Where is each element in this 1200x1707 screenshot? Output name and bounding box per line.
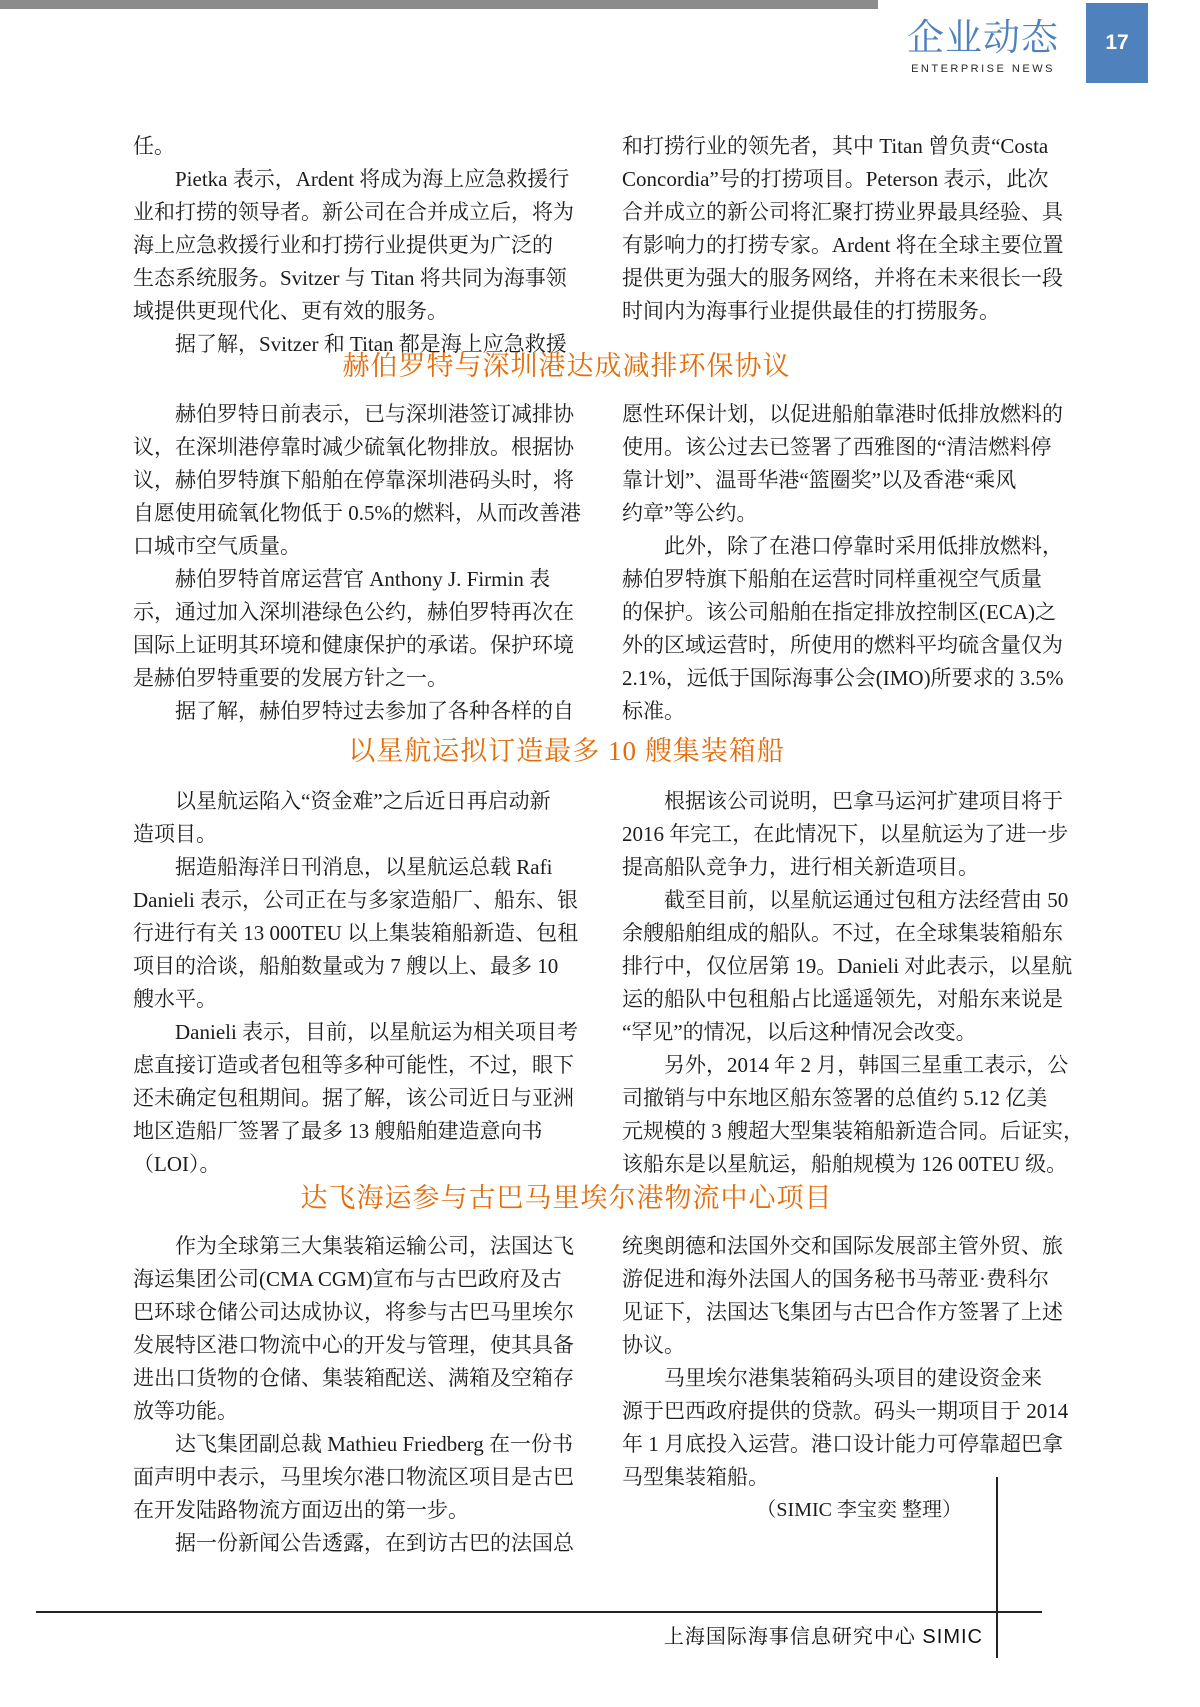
text-line: 源于巴西政府提供的贷款。码头一期项目于 2014 [622, 1399, 1069, 1423]
text-line: 在开发陆路物流方面迈出的第一步。 [133, 1498, 469, 1522]
section-title: 企业动态 [907, 17, 1059, 58]
text-line: 国际上证明其环境和健康保护的承诺。保护环境 [133, 633, 574, 657]
page-header [898, 16, 1068, 75]
text-line: 还未确定包租期间。据了解，该公司近日与亚洲 [133, 1086, 574, 1110]
text-line: 余艘船舶组成的船队。不过，在全球集装箱船东 [622, 921, 1063, 945]
text-line: 自愿使用硫氧化物低于 0.5%的燃料，从而改善港 [133, 501, 581, 525]
text-line: 该船东是以星航运，船舶规模为 126 00TEU 级。 [622, 1152, 1068, 1176]
text-line: 提高船队竞争力，进行相关新造项目。 [622, 855, 979, 879]
text-line: 进出口货物的仓储、集装箱配送、满箱及空箱存 [133, 1366, 574, 1390]
text-line: 赫伯罗特日前表示，已与深圳港签订减排协 [133, 402, 574, 426]
text-line: 虑直接订造或者包租等多种可能性，不过，眼下 [133, 1053, 574, 1077]
text-line: 外的区域运营时，所使用的燃料平均硫含量仅为 [622, 633, 1063, 657]
text-line: 的保护。该公司船舶在指定排放控制区(ECA)之 [622, 600, 1056, 624]
text-line: 作为全球第三大集装箱运输公司，法国达飞 [133, 1234, 574, 1258]
text-line: 赫伯罗特旗下船舶在运营时同样重视空气质量 [622, 567, 1042, 591]
page-number: 17 [1105, 31, 1129, 54]
text-line: 马型集装箱船。 [622, 1465, 769, 1489]
article-columns [133, 130, 1067, 361]
article-heading: 达飞海运参与古巴马里埃尔港物流中心项目 [300, 1183, 833, 1213]
text-line: 靠计划”、温哥华港“篮圈奖”以及香港“乘风 [622, 468, 1017, 492]
text-line: 和打捞行业的领先者，其中 Titan 曾负责“Costa [622, 134, 1049, 158]
article-zim-newbuild [133, 734, 1084, 1181]
text-line: 截至目前，以星航运通过包租方法经营由 50 [622, 888, 1069, 912]
text-line: 任。 [133, 134, 175, 158]
text-line: 见证下，法国达飞集团与古巴合作方签署了上述 [622, 1300, 1063, 1324]
text-line: 议，在深圳港停靠时减少硫氧化物排放。根据协 [133, 435, 574, 459]
article-column-right-lines [622, 1230, 1067, 1494]
header-divider-bar [0, 0, 878, 9]
text-line: Pietka 表示，Ardent 将成为海上应急救援行 [133, 167, 570, 191]
text-line: 标准。 [622, 699, 685, 723]
article-column-left [133, 785, 578, 1181]
text-line: 造项目。 [133, 822, 217, 846]
text-line: 面声明中表示，马里埃尔港口物流区项目是古巴 [133, 1465, 574, 1489]
text-line: 业和打捞的领导者。新公司在合并成立后，将为 [133, 200, 574, 224]
article-heading: 赫伯罗特与深圳港达成减排环保协议 [342, 351, 791, 381]
text-line: “罕见”的情况，以后这种情况会改变。 [622, 1020, 977, 1044]
text-line: 行进行有关 13 000TEU 以上集装箱船新造、包租 [133, 921, 579, 945]
article-column-right [622, 398, 1067, 728]
text-line: 巴环球仓储公司达成协议，将参与古巴马里埃尔 [133, 1300, 574, 1324]
text-line: 发展特区港口物流中心的开发与管理，使其具备 [133, 1333, 574, 1357]
article-column-right [622, 130, 1067, 361]
text-line: 此外，除了在港口停靠时采用低排放燃料， [622, 534, 1063, 558]
page-number-badge [1086, 3, 1148, 83]
text-line: 年 1 月底投入运营。港口设计能力可停靠超巴拿 [622, 1432, 1063, 1456]
text-line: 游促进和海外法国人的国务秘书马蒂亚·费科尔 [622, 1267, 1049, 1291]
article-columns [133, 398, 1067, 728]
text-line: 有影响力的打捞专家。Ardent 将在全球主要位置 [622, 233, 1064, 257]
text-line: 约章”等公约。 [622, 501, 758, 525]
text-line: 据一份新闻公告透露，在到访古巴的法国总 [133, 1531, 574, 1555]
footer-vertical-rule [996, 1477, 998, 1658]
text-line: 域提供更现代化、更有效的服务。 [133, 299, 448, 323]
footer-organization: 上海国际海事信息研究中心 SIMIC [663, 1626, 983, 1648]
text-line: Danieli 表示，目前，以星航运为相关项目考 [133, 1020, 579, 1044]
text-line: 放等功能。 [133, 1399, 238, 1423]
text-line: （LOI）。 [133, 1152, 221, 1176]
text-line: 海上应急救援行业和打捞行业提供更为广泛的 [133, 233, 553, 257]
text-line: 示，通过加入深圳港绿色公约，赫伯罗特再次在 [133, 600, 574, 624]
text-line: 据了解，赫伯罗特过去参加了各种各样的自 [133, 699, 574, 723]
text-line: 提供更为强大的服务网络，并将在未来很长一段 [622, 266, 1063, 290]
text-line: 地区造船厂签署了最多 13 艘船舶建造意向书 [133, 1119, 543, 1143]
article-columns [133, 785, 1084, 1181]
text-line: 达飞集团副总裁 Mathieu Friedberg 在一份书 [133, 1432, 573, 1456]
text-line: 另外，2014 年 2 月，韩国三星重工表示，公 [622, 1053, 1069, 1077]
text-line: 2.1%，远低于国际海事公会(IMO)所要求的 3.5% [622, 666, 1064, 690]
article-cma-cgm-mariel [133, 1181, 1067, 1560]
article-column-left [133, 130, 578, 361]
footer-horizontal-rule [36, 1611, 1042, 1613]
text-line: 统奥朗德和法国外交和国际发展部主管外贸、旅 [622, 1234, 1063, 1258]
text-line: 司撤销与中东地区船东签署的总值约 5.12 亿美 [622, 1086, 1048, 1110]
text-line: 以星航运陷入“资金难”之后近日再启动新 [133, 789, 551, 813]
article-columns [133, 1230, 1067, 1560]
text-line: Danieli 表示，公司正在与多家造船厂、船东、银 [133, 888, 579, 912]
article-hapag-lloyd-shenzhen [133, 349, 1067, 728]
article-column-left [133, 398, 581, 728]
article-column-right [622, 1230, 1067, 1560]
text-line: 马里埃尔港集装箱码头项目的建设资金来 [622, 1366, 1042, 1390]
article-byline: （SIMIC 李宝奕 整理） [756, 1499, 962, 1521]
article-column-left [133, 1230, 578, 1560]
text-line: 元规模的 3 艘超大型集装箱船新造合同。后证实， [622, 1119, 1084, 1143]
text-line: 是赫伯罗特重要的发展方针之一。 [133, 666, 448, 690]
text-line: 海运集团公司(CMA CGM)宣布与古巴政府及古 [133, 1267, 562, 1291]
text-line: 议，赫伯罗特旗下船舶在停靠深圳港码头时，将 [133, 468, 574, 492]
article-heading: 以星航运拟订造最多 10 艘集装箱船 [348, 736, 785, 766]
text-line: Concordia”号的打捞项目。Peterson 表示，此次 [622, 167, 1049, 191]
text-line: 根据该公司说明，巴拿马运河扩建项目将于 [622, 789, 1063, 813]
text-line: 艘水平。 [133, 987, 217, 1011]
text-line: 时间内为海事行业提供最佳的打捞服务。 [622, 299, 1000, 323]
text-line: 项目的洽谈，船舶数量或为 7 艘以上、最多 10 [133, 954, 559, 978]
text-line: 协议。 [622, 1333, 685, 1357]
article-column-right [622, 785, 1084, 1181]
text-line: 排行中，仅位居第 19。Danieli 对此表示，以星航 [622, 954, 1073, 978]
section-subtitle: ENTERPRISE NEWS [911, 63, 1055, 75]
text-line: 口城市空气质量。 [133, 534, 301, 558]
text-line: 据了解，Svitzer 和 Titan 都是海上应急救援 [133, 332, 567, 356]
text-line: 运的船队中包租船占比遥遥领先，对船东来说是 [622, 987, 1063, 1011]
text-line: 使用。该公过去已签署了西雅图的“清洁燃料停 [622, 435, 1052, 459]
text-line: 愿性环保计划，以促进船舶靠港时低排放燃料的 [622, 402, 1063, 426]
text-line: 据造船海洋日刊消息，以星航运总载 Rafi [133, 855, 553, 879]
text-line: 生态系统服务。Svitzer 与 Titan 将共同为海事领 [133, 266, 567, 290]
text-line: 2016 年完工，在此情况下，以星航运为了进一步 [622, 822, 1069, 846]
text-line: 赫伯罗特首席运营官 Anthony J. Firmin 表 [133, 567, 551, 591]
text-line: 合并成立的新公司将汇聚打捞业界最具经验、具 [622, 200, 1063, 224]
article-continued [133, 130, 1067, 361]
